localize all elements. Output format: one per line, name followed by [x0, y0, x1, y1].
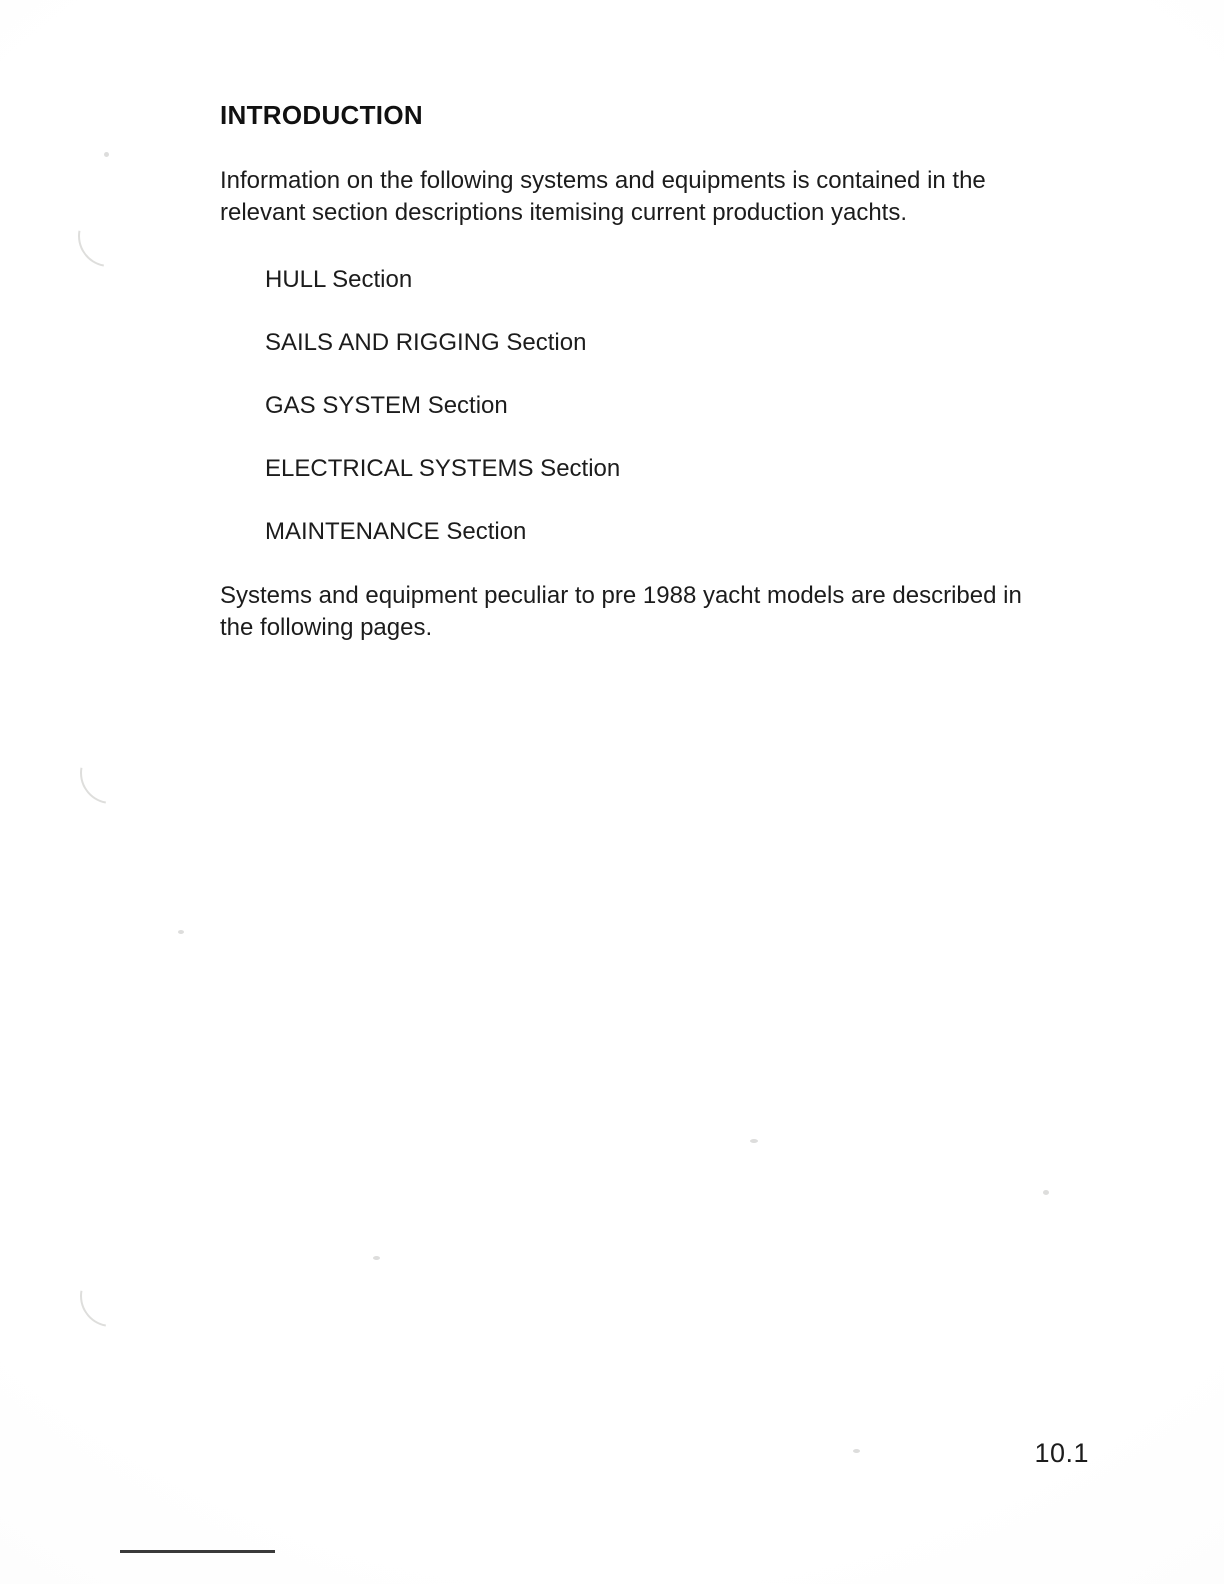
scan-speck — [178, 930, 184, 934]
section-reference-list — [220, 266, 1080, 546]
scan-speck — [853, 1449, 860, 1453]
punch-hole-artifact-icon — [66, 193, 152, 279]
list-item: MAINTENANCE Section — [265, 517, 527, 545]
list-item: HULL Section — [265, 266, 413, 294]
scan-speck — [104, 152, 109, 157]
scan-speck — [373, 1256, 380, 1260]
page-footer-rule — [120, 1550, 275, 1553]
document-body — [220, 100, 1080, 644]
list-item: SAILS AND RIGGING Section — [265, 329, 587, 357]
list-item: ELECTRICAL SYSTEMS Section — [265, 454, 621, 482]
scan-speck — [1043, 1190, 1049, 1195]
page-number: 10.1 — [1034, 1438, 1089, 1468]
page-title: INTRODUCTION — [220, 100, 423, 130]
closing-paragraph: Systems and equipment peculiar to pre 1988 yacht models are described in the following pages. — [220, 582, 1022, 641]
intro-paragraph: Information on the following systems and equipments is contained in the relevant section descriptions itemising current production yachts. — [220, 167, 986, 226]
list-item: GAS SYSTEM Section — [265, 391, 508, 419]
punch-hole-artifact-icon — [68, 730, 154, 816]
punch-hole-artifact-icon — [68, 1253, 154, 1339]
scan-speck — [750, 1139, 758, 1143]
